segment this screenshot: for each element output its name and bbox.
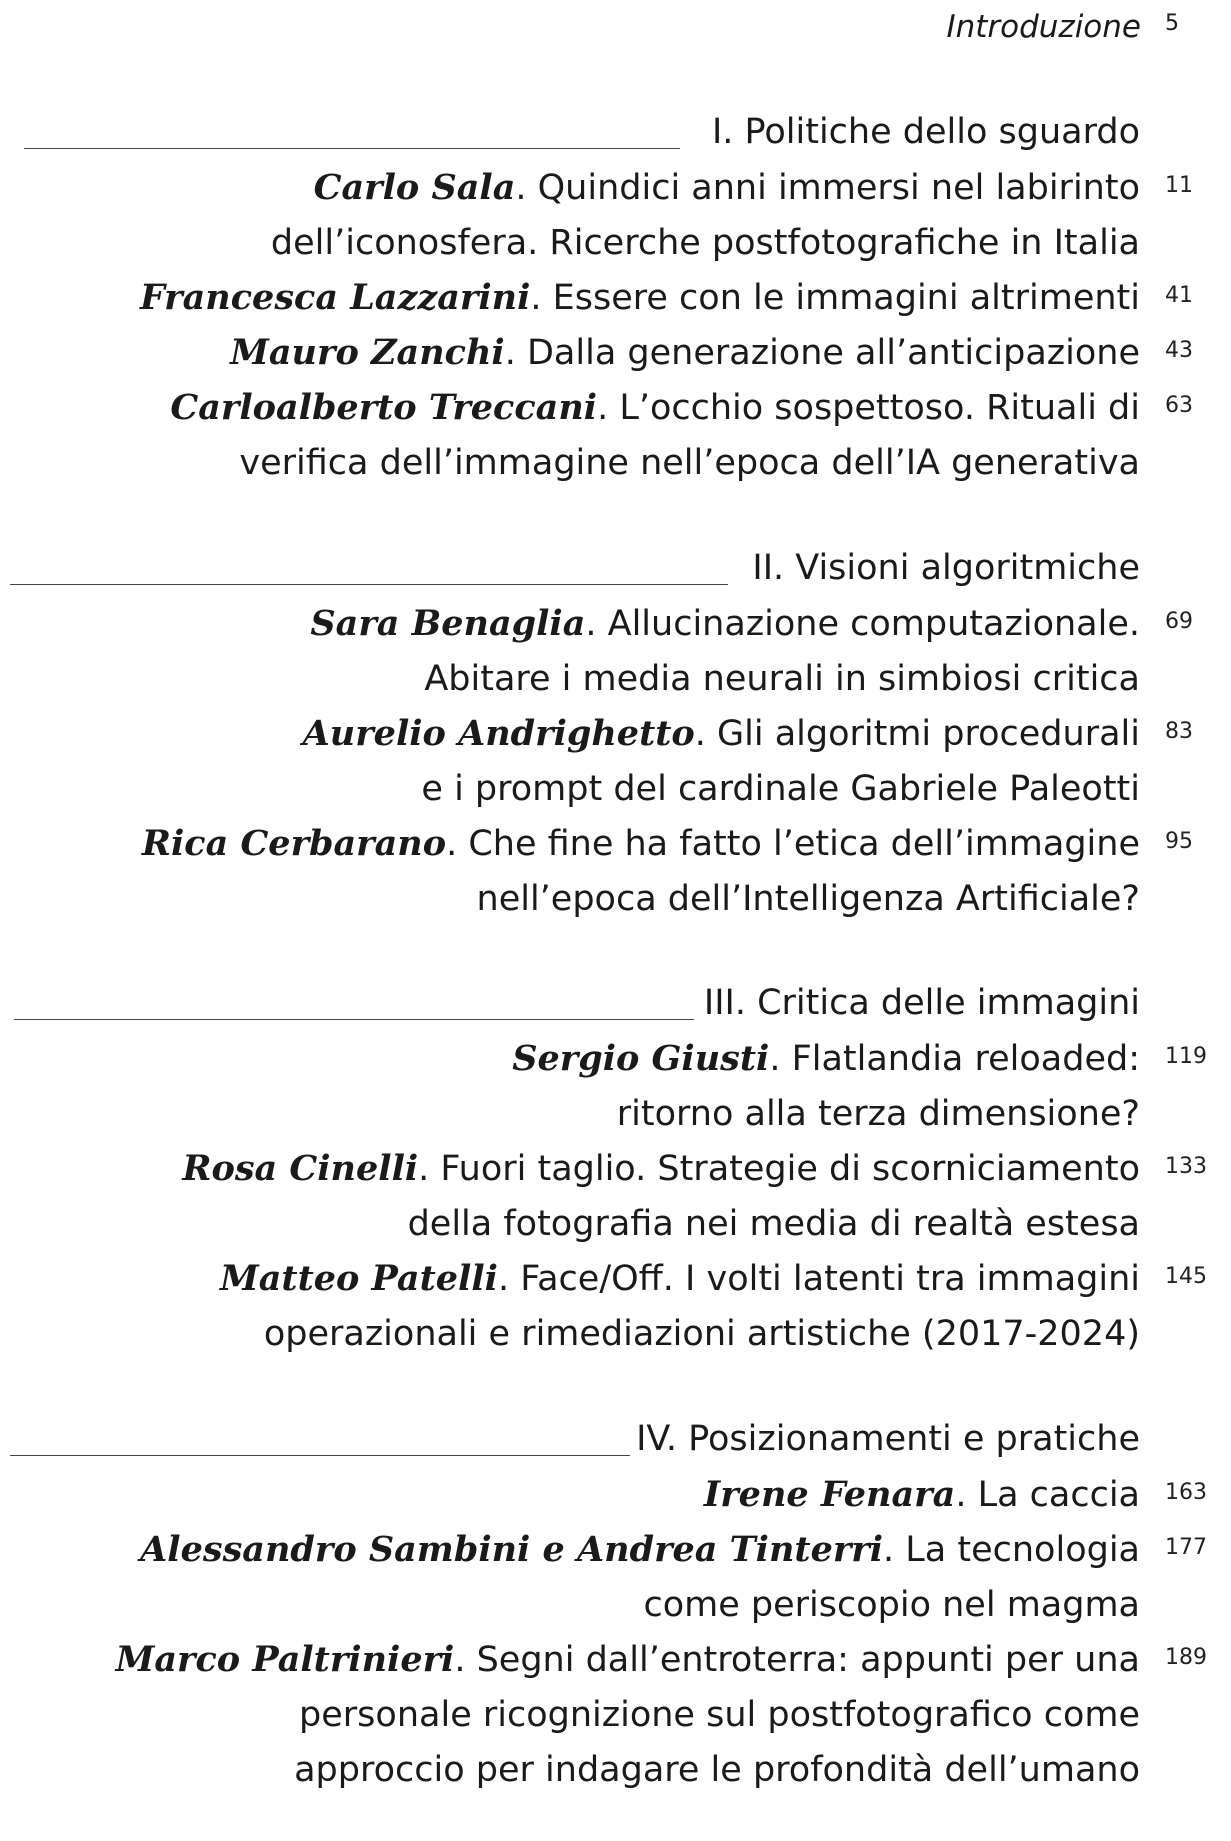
entry-author: Carloalberto Treccani (170, 387, 598, 428)
toc-entry-sala[interactable] (0, 160, 1231, 216)
entry-title: . Dalla generazione all’anticipazione (504, 333, 1140, 373)
toc-entry-benaglia[interactable] (0, 596, 1231, 652)
entry-title: . Allucinazione computazionale. (585, 604, 1140, 644)
toc-entry-giusti[interactable] (0, 1031, 1231, 1087)
entry-author: Rosa Cinelli (182, 1148, 419, 1189)
entry-title: . Flatlandia reloaded: (769, 1039, 1140, 1079)
toc-entry-cinelli[interactable] (0, 1141, 1231, 1197)
page-number: 119 (1165, 1044, 1207, 1069)
toc-entry-line: operazionali e rimediazioni artistiche (2017-2024) (263, 1314, 1140, 1354)
page-number: 69 (1165, 609, 1193, 634)
toc-entry-cerbarano[interactable] (0, 816, 1231, 872)
entry-title: . Segni dall’entroterra: appunti per una (454, 1640, 1140, 1680)
page-number: 43 (1165, 338, 1193, 363)
entry-author: Sara Benaglia (310, 603, 586, 644)
entry-title: . La tecnologia (883, 1530, 1140, 1570)
entry-author: Sergio Giusti (512, 1038, 770, 1079)
toc-entry-patelli[interactable] (0, 1251, 1231, 1307)
section-title-1: I. Politiche dello sguardo (711, 112, 1140, 152)
entry-author: Rica Cerbarano (141, 823, 447, 864)
toc-entry-treccani[interactable] (0, 380, 1231, 436)
toc-entry-zanchi[interactable] (0, 325, 1231, 381)
toc-entry-andrighetto[interactable] (0, 706, 1231, 762)
toc-entry-line: della fotografia nei media di realtà estesa (407, 1204, 1140, 1244)
section-title-4: IV. Posizionamenti e pratiche (636, 1419, 1140, 1459)
toc-entry-paltrinieri[interactable] (0, 1632, 1231, 1688)
intro-row[interactable] (0, 0, 1231, 56)
entry-title: . Che fine ha fatto l’etica dell’immagine (446, 824, 1140, 864)
toc-entry-fenara[interactable] (0, 1467, 1231, 1523)
entry-author: Irene Fenara (703, 1474, 956, 1515)
intro-label: Introduzione (946, 9, 1141, 45)
entry-title: . L’occhio sospettoso. Rituali di (597, 388, 1140, 428)
entry-title: . Face/Off. I volti latenti tra immagini (497, 1259, 1140, 1299)
entry-title: . Essere con le immagini altrimenti (530, 278, 1140, 318)
toc-entry-line: ritorno alla terza dimensione? (616, 1094, 1140, 1134)
toc-entry-line: e i prompt del cardinale Gabriele Paleotti (421, 769, 1140, 809)
entry-author: Francesca Lazzarini (139, 277, 531, 318)
page-number: 63 (1165, 393, 1193, 418)
page-number: 145 (1165, 1264, 1207, 1289)
entry-author: Matteo Patelli (220, 1258, 498, 1299)
page-number: 41 (1165, 283, 1193, 308)
page-number: 95 (1165, 829, 1193, 854)
entry-title: . Quindici anni immersi nel labirinto (515, 168, 1140, 208)
page-number: 83 (1165, 719, 1193, 744)
entry-title: . La caccia (955, 1475, 1140, 1515)
toc-entry-line: verifica dell’immagine nell’epoca dell’IA generativa (239, 443, 1140, 483)
page-number: 5 (1165, 11, 1179, 36)
page-number: 177 (1165, 1535, 1207, 1560)
page-number: 189 (1165, 1645, 1207, 1670)
toc-entry-line: nell’epoca dell’Intelligenza Artificiale? (476, 879, 1140, 919)
entry-author: Carlo Sala (313, 167, 516, 208)
entry-author: Marco Paltrinieri (115, 1639, 455, 1680)
toc-entry-line: approccio per indagare le profondità dell’umano (294, 1750, 1140, 1790)
section-title-3: III. Critica delle immagini (703, 983, 1140, 1023)
toc-entry-sambini-tinterri[interactable] (0, 1522, 1231, 1578)
page-number: 11 (1165, 173, 1193, 198)
toc-entry-lazzarini[interactable] (0, 270, 1231, 326)
toc-entry-line: come periscopio nel magma (643, 1585, 1140, 1625)
page-number: 133 (1165, 1154, 1207, 1179)
entry-author: Aurelio Andrighetto (302, 713, 695, 754)
entry-author: Mauro Zanchi (230, 332, 505, 373)
section-title-2: II. Visioni algoritmiche (752, 548, 1140, 588)
toc-entry-line: personale ricognizione sul postfotografico come (299, 1695, 1140, 1735)
entry-author: Alessandro Sambini e Andrea Tinterri (140, 1529, 884, 1570)
toc-entry-line: Abitare i media neurali in simbiosi critica (424, 659, 1140, 699)
toc-entry-line: dell’iconosfera. Ricerche postfotografiche in Italia (270, 223, 1140, 263)
page-number: 163 (1165, 1480, 1207, 1505)
entry-title: . Gli algoritmi procedurali (694, 714, 1140, 754)
entry-title: . Fuori taglio. Strategie di scorniciamento (418, 1149, 1140, 1189)
